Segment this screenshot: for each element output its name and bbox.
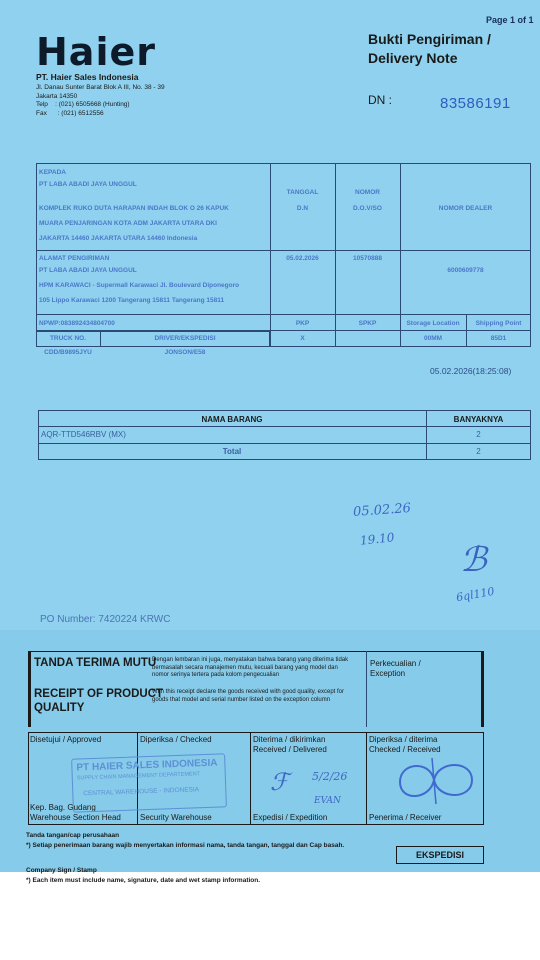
spkp-label: SPKP <box>358 320 377 327</box>
consignee-address-line: JAKARTA 14460 JAKARTA UTARA 14460 Indonesia <box>39 235 198 242</box>
table-divider <box>36 314 531 315</box>
receiver-signature <box>392 752 478 810</box>
shipping-point-label: Shipping Point <box>475 320 522 327</box>
table-divider <box>250 732 251 825</box>
shipping-name: PT LABA ABADI JAYA UNGGUL <box>39 267 137 274</box>
sign-note-en: *) Each item must include name, signature, date and wet stamp information. <box>26 877 261 884</box>
consignee-label: KEPADA <box>39 169 66 176</box>
delivery-date: 05.02.2026 <box>286 255 319 262</box>
security-label: Security Warehouse <box>140 813 212 822</box>
warehouse-head-label: Kep. Bag. Gudang Warehouse Section Head <box>30 803 121 822</box>
company-address: Jl. Danau Sunter Barat Blok A III, No. 38 - 39 Jakarta 14350 Telp : (021) 6505668 (Hunting) Fax : (021) 6512556 <box>36 84 165 117</box>
receiver-label: Penerima / Receiver <box>369 813 442 822</box>
handwritten-initials: 6ql110 <box>455 584 496 605</box>
handwritten-signature-mark: ℬ <box>460 540 487 580</box>
shipping-address-line: HPM KARAWACI - Supermall Karawaci Jl. Boulevard Diponegoro <box>39 282 240 289</box>
number-label: NOMOR <box>355 189 380 196</box>
number-type: D.O.V/SO <box>353 205 382 212</box>
table-divider <box>366 732 367 825</box>
dealer-number-label: NOMOR DEALER <box>438 205 493 212</box>
handwritten-date: 05.02.26 <box>352 500 412 521</box>
checked-received-label: Diperiksa / diterima Checked / Received <box>369 735 441 754</box>
driver-value: JONSON/E58 <box>164 349 206 356</box>
item-quantity: 2 <box>476 430 481 439</box>
checked-label: Diperiksa / Checked <box>140 735 212 744</box>
table-divider <box>38 443 531 444</box>
exception-label: Perkecualian / Exception <box>370 659 421 678</box>
shipping-label: ALAMAT PENGIRIMAN <box>39 255 110 262</box>
item-name: AQR-TTD546RBV (MX) <box>41 430 126 439</box>
po-number: PO Number: 7420224 KRWC <box>40 614 171 625</box>
pkp-value: X <box>300 335 305 342</box>
print-timestamp: 05.02.2026(18:25:08) <box>430 366 512 376</box>
sign-note-id: *) Setiap penerimaan barang wajib menyertakan informasi nama, tanda tangan, tanggal dan Cap basah. <box>26 842 345 849</box>
quality-receipt-text-id: Dengan lembaran ini juga, menyatakan bahwa barang yang diterima tidak bermasalah secara manajemen mutu, kecuali barang yang model dan nomor serinya tertera pada kolom pengecualian <box>152 657 349 678</box>
date-label: TANGGAL <box>286 189 319 196</box>
handwritten-time: 19.10 <box>359 530 395 548</box>
sign-label-id: Tanda tangan/cap perusahaan <box>26 832 120 839</box>
page-indicator: Page 1 of 1 <box>486 15 534 25</box>
receipt-bracket <box>28 651 31 727</box>
approved-label: Disetujui / Approved <box>30 735 102 744</box>
copy-label: EKSPEDISI <box>415 850 464 860</box>
haier-logo: Haier <box>36 30 156 74</box>
delivered-label: Diterima / dikirimkan Received / Delivered <box>253 735 327 754</box>
company-stamp <box>71 753 227 812</box>
sign-label-en: Company Sign / Stamp <box>26 867 97 874</box>
date-type: D.N <box>296 205 309 212</box>
table-divider <box>38 426 531 427</box>
item-name-header: NAMA BARANG <box>201 415 263 424</box>
dealer-number: 6000609778 <box>447 267 484 274</box>
shipping-address-line: 105 Lippo Karawaci 1200 Tangerang 15811 Tangerang 15811 <box>39 297 225 304</box>
quality-receipt-title-en: RECEIPT OF PRODUCT QUALITY <box>34 688 164 714</box>
expedition-signature: ℱ <box>270 768 289 796</box>
total-quantity: 2 <box>476 447 481 456</box>
storage-location-value: 00MM <box>423 335 443 342</box>
shipping-point-value: 85D1 <box>490 335 507 342</box>
expedition-label: Expedisi / Expedition <box>253 813 328 822</box>
receipt-top-border <box>28 651 483 652</box>
storage-location-label: Storage Location <box>406 320 460 327</box>
stamp-line: SUPPLY CHAIN MANAGEMENT DEPARTEMENT <box>76 771 201 782</box>
truck-no-value: CDD/B9895JYU <box>44 349 92 356</box>
stamp-line: CENTRAL WAREHOUSE - INDONESIA <box>83 786 200 798</box>
expedition-name: EVAN <box>314 796 341 806</box>
document-title: Bukti Pengiriman / Delivery Note <box>368 31 491 66</box>
order-number: 10570888 <box>353 255 382 262</box>
consignee-name: PT LABA ABADI JAYA UNGGUL <box>39 181 137 188</box>
quality-receipt-text-en: With this receipt declare the goods received with good quality, except for goods that model and serial number listed on the exception column <box>152 689 344 703</box>
dn-label: DN : <box>368 93 392 107</box>
npwp-number: NPWP:083892434804700 <box>39 320 115 327</box>
quality-receipt-title-id: TANDA TERIMA MUTU <box>34 657 157 669</box>
consignee-address-line: KOMPLEK RUKO DUTA HARAPAN INDAH BLOK O 26 KAPUK <box>39 205 229 212</box>
expedition-date: 5/2/26 <box>312 770 348 783</box>
pkp-label: PKP <box>295 320 310 327</box>
company-name: PT. Haier Sales Indonesia <box>36 72 139 82</box>
receipt-right-border <box>481 651 484 727</box>
quantity-header: BANYAKNYA <box>453 415 504 424</box>
stamp-line: PT HAIER SALES INDONESIA <box>76 757 218 774</box>
total-label: Total <box>222 447 242 456</box>
table-divider <box>36 250 531 251</box>
consignee-address-line: MUARA PENJARINGAN KOTA ADM JAKARTA UTARA DKI <box>39 220 217 227</box>
driver-label: DRIVER/EKSPEDISI <box>154 335 216 342</box>
dn-number: 83586191 <box>440 95 511 112</box>
truck-no-label: TRUCK NO. <box>49 335 87 342</box>
exception-divider <box>366 651 367 727</box>
